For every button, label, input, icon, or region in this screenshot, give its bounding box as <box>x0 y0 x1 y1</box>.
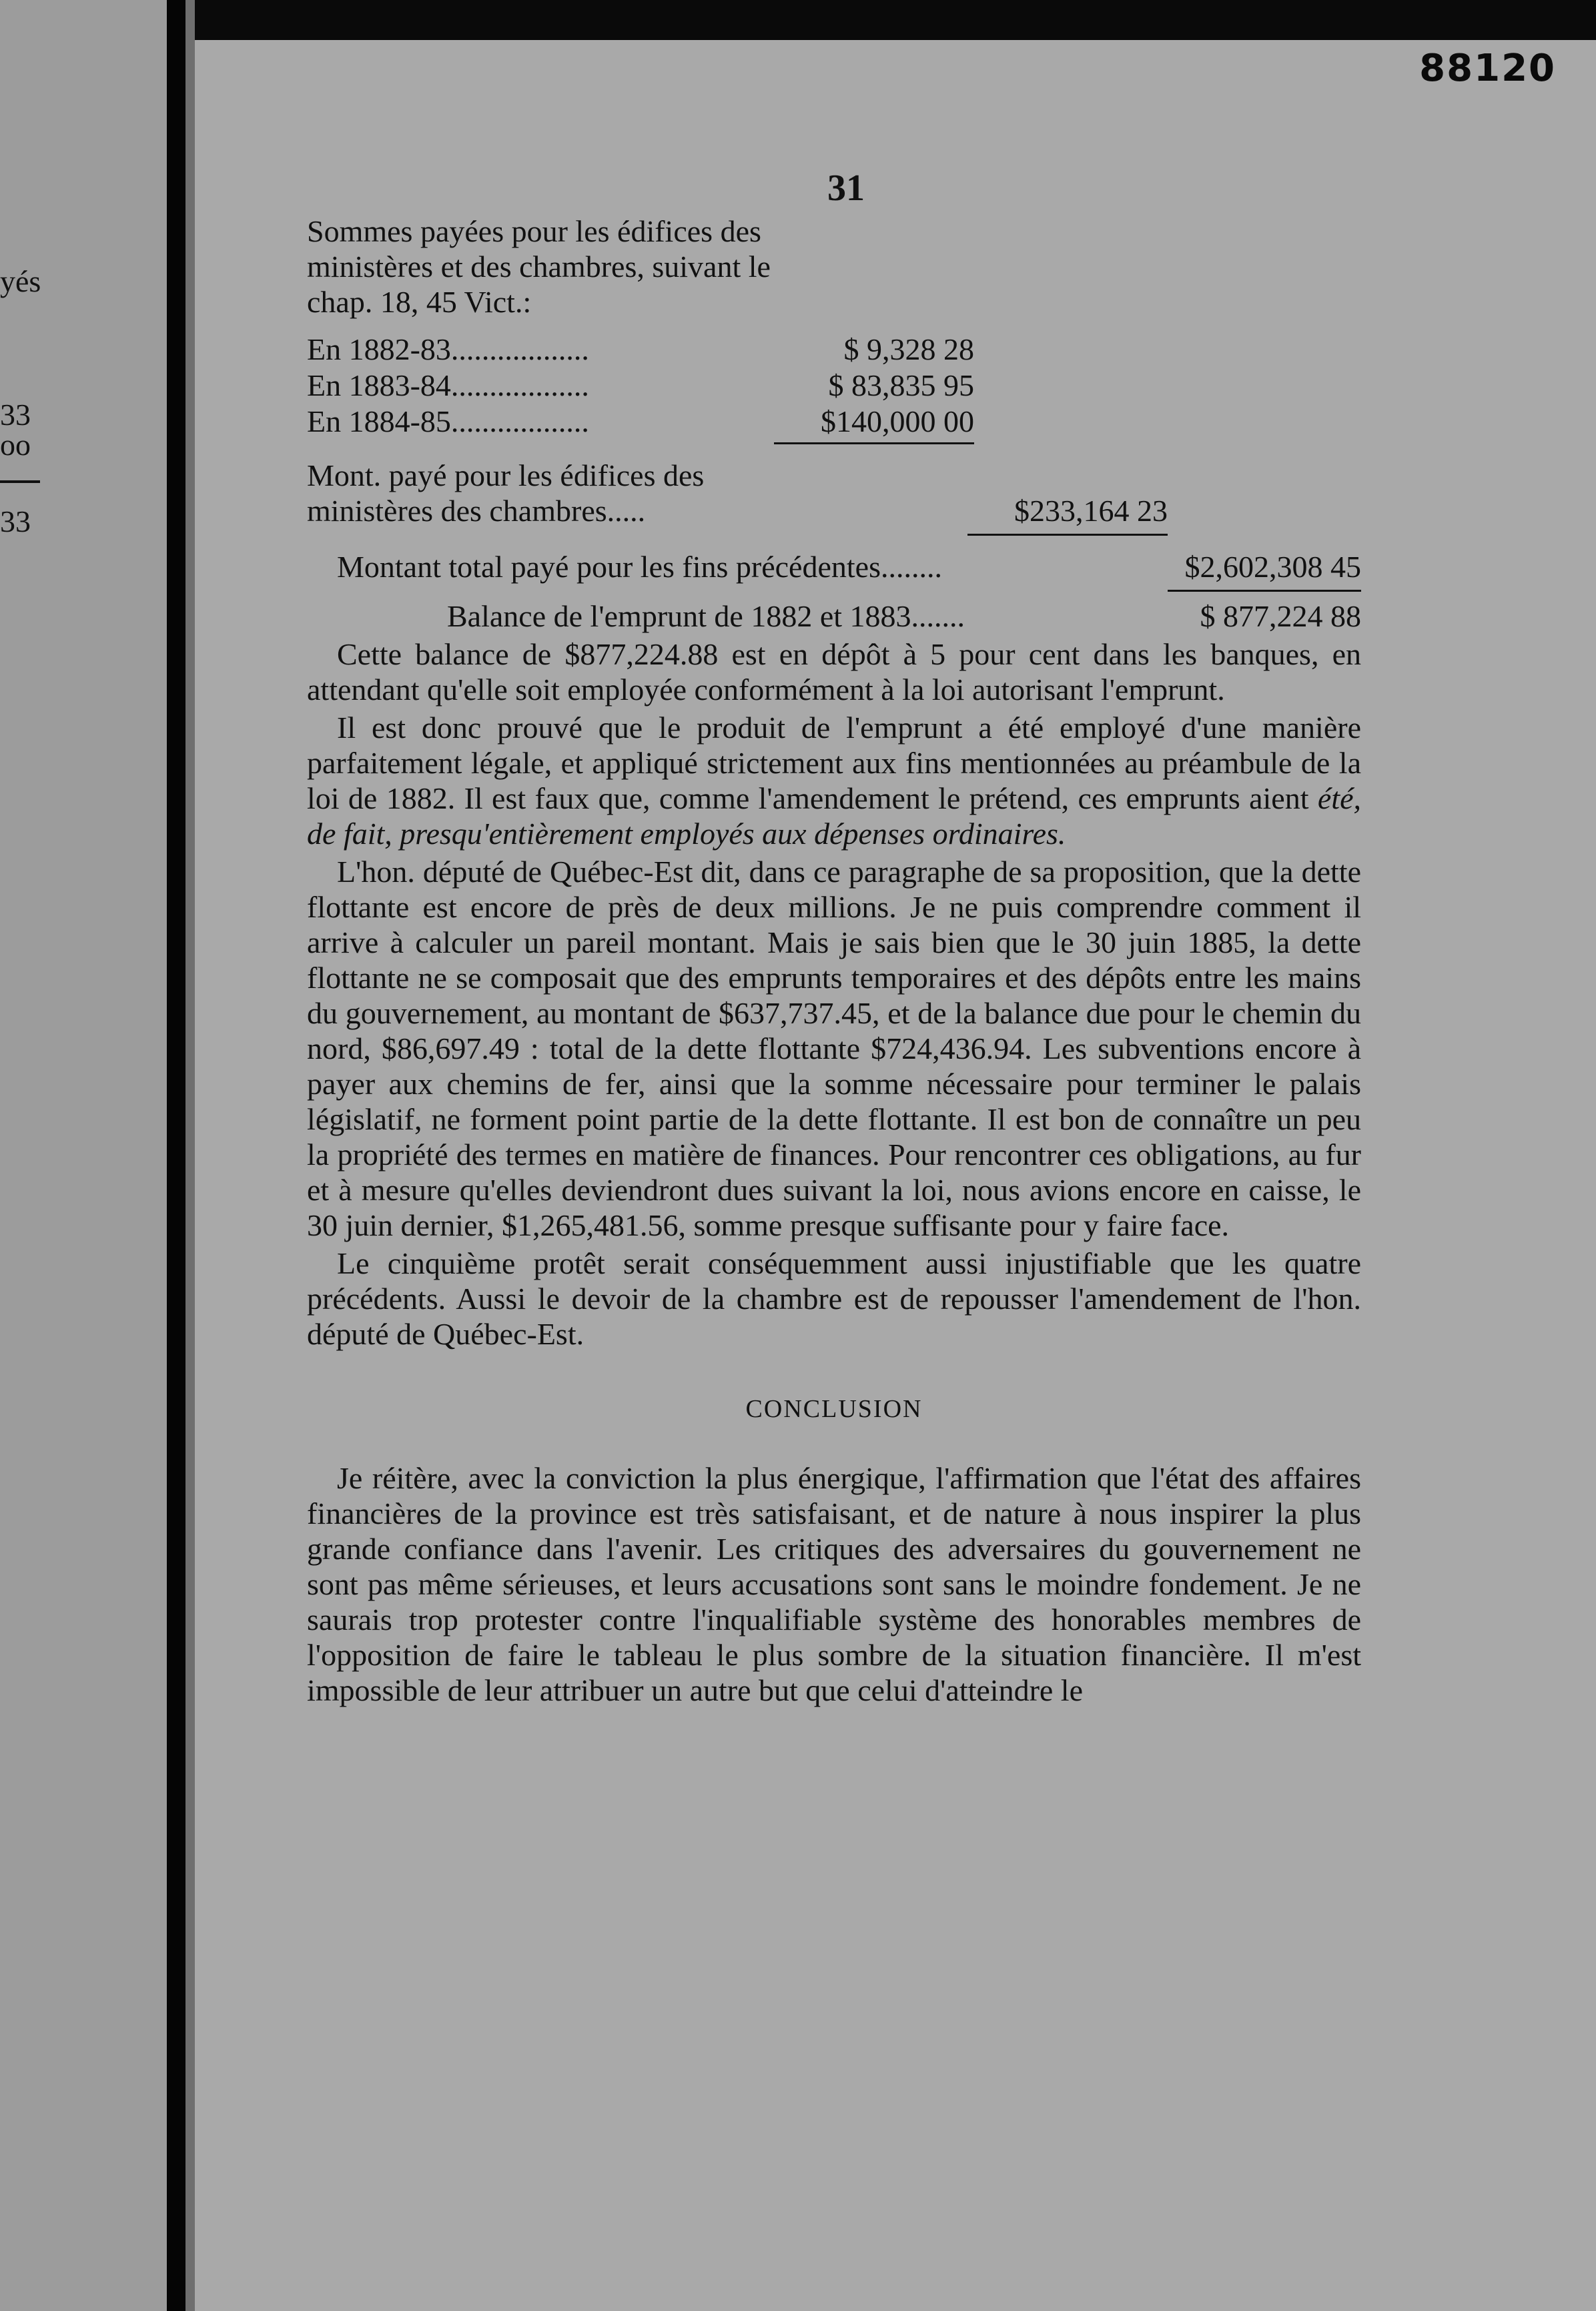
total-amount: $2,602,308 45 <box>1184 550 1361 584</box>
page-content <box>307 213 1361 1708</box>
paragraph-italic-text: été, de fait, presqu'entièrement employés aux dépenses ordinaires. <box>307 781 1361 851</box>
total-label: Montant total payé pour les fins précédentes........ <box>337 550 942 584</box>
paragraph <box>307 710 1361 851</box>
ledger-label: En 1882-83.................. <box>307 332 589 366</box>
left-fragment-number: 33 <box>0 398 31 432</box>
section-heading: CONCLUSION <box>745 1395 923 1423</box>
paragraph: Cette balance de $877,224.88 est en dépôt à 5 pour cent dans les banques, en attendant qu'elle soit employée conformément à la loi autorisant l'emprunt. <box>307 637 1361 707</box>
paragraph: L'hon. député de Québec-Est dit, dans ce paragraphe de sa proposition, que la dette flottante est encore de près de deux millions. Je ne puis comprendre comment il arrive à calculer un pareil montant. Mais je sais bien que le 30 juin 1885, la dette flottante ne se composait que des emprunts temporaires et des dépôts entre les mains du gouvernement, au montant de $637,737.45, et de la balance due pour le chemin du nord, $86,697.49 : total de la dette flottante $724,436.94. Les subventions encore à payer aux chemins de fer, ainsi que la somme nécessaire pour terminer le palais législatif, ne forment point partie de la dette flottante. Il est bon de connaître un peu la propriété des termes en matière de finances. Pour rencontrer ces obligations, au fur et à mesure qu'elles deviendront dues suivant la loi, nous avions encore en caisse, le 30 juin dernier, $1,265,481.56, somme presque suffisante pour y faire face. <box>307 855 1361 1242</box>
left-fragment-rule <box>0 480 40 483</box>
manuscript-number: 88120 <box>1419 47 1556 90</box>
ledger-amount: $ 9,328 28 <box>843 332 974 366</box>
paragraph: Je réitère, avec la conviction la plus énergique, l'affirmation que l'état des affaires financières de la province est très satisfaisant, et de nature à nous inspirer la plus grande confiance dans l'avenir. Les critiques des adversaires du gouvernement ne sont pas même sérieuses, et leurs accusations sont sans le moindre fondement. Je ne saurais trop protester contre l'inqualifiable système des honorables membres de l'opposition de faire le tableau le plus sombre de la situation financière. Il m'est impossible de leur attribuer un autre but que celui d'atteindre le <box>307 1461 1361 1707</box>
balance-amount: $ 877,224 88 <box>1200 599 1361 633</box>
page-number: 31 <box>827 167 865 209</box>
ledger-amount: $ 83,835 95 <box>828 368 974 402</box>
paragraph: Le cinquième protêt serait conséquemment aussi injustifiable que les quatre précédents. Aussi le devoir de la chambre est de repousser l'amendement de l'hon. député de Québec-Est. <box>307 1246 1361 1351</box>
balance-label: Balance de l'emprunt de 1882 et 1883....... <box>447 599 965 633</box>
balance-row <box>307 598 1361 634</box>
left-page-fragment <box>0 0 167 2311</box>
left-fragment-number: oo <box>0 428 31 462</box>
ledger-label: En 1884-85.................. <box>307 404 589 438</box>
ledger-table <box>307 332 974 444</box>
left-fragment-number: 33 <box>0 504 31 538</box>
subtotal-amount: $233,164 23 <box>1014 494 1168 528</box>
ledger-row <box>307 368 974 404</box>
page-edge <box>185 0 195 2311</box>
sum-rule <box>1168 590 1361 592</box>
ledger-row <box>307 404 974 440</box>
ledger-label: En 1883-84.................. <box>307 368 589 402</box>
subtotal-label: Mont. payé pour les édifices des ministères des chambres..... <box>307 458 705 528</box>
paragraph-text: Il est donc prouvé que le produit de l'emprunt a été employé d'une manière parfaitement légale, et appliqué strictement aux fins mentionnées au préambule de la loi de 1882. Il est faux que, comme l'amendement le prétend, ces emprunts aient <box>307 711 1361 815</box>
ledger-row <box>307 332 974 368</box>
total-row <box>307 549 1361 584</box>
ledger-amount: $140,000 00 <box>821 404 974 438</box>
sum-rule <box>967 534 1168 536</box>
sum-rule <box>774 442 974 444</box>
book-spine <box>167 0 185 2311</box>
section-title: Sommes payées pour les édifices des ministères et des chambres, suivant le chap. 18, 45 Vict.: <box>307 214 771 319</box>
subtotal-row <box>307 458 1168 528</box>
left-fragment-text: yés <box>0 264 41 298</box>
